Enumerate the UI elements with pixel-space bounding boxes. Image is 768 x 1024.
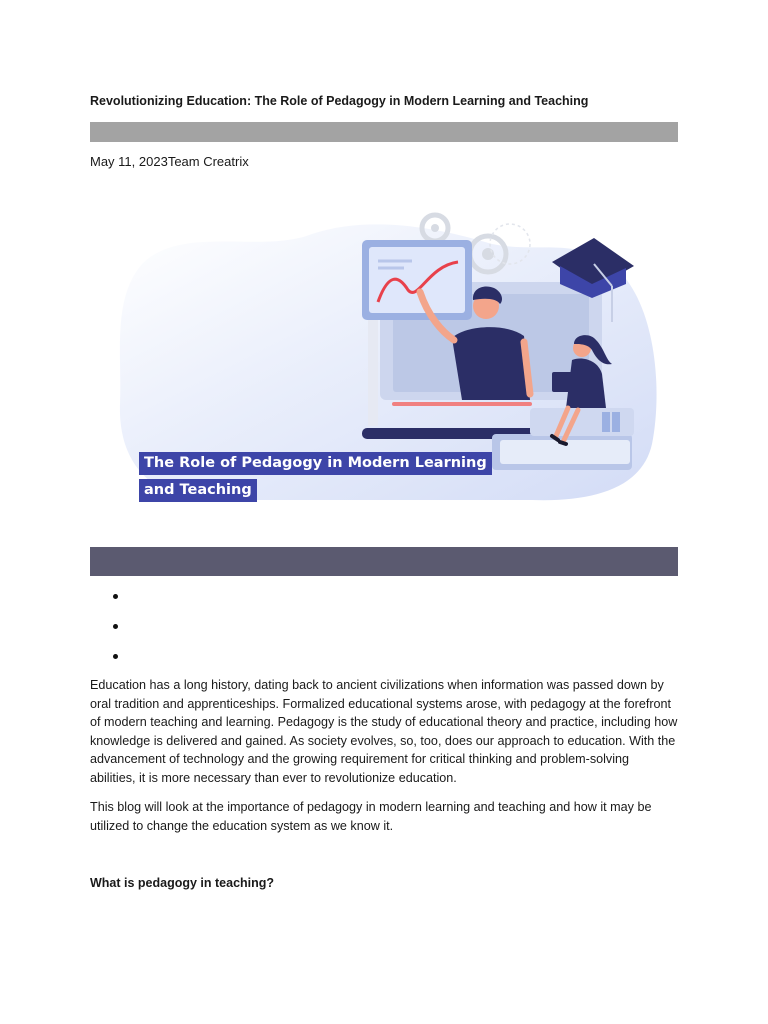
article-author: Team Creatrix: [167, 154, 249, 169]
blog-scope-paragraph: This blog will look at the importance of pedagogy in modern learning and teaching and how it may be utilized to change the education system as we know it.: [90, 800, 652, 833]
dark-divider-bar: [90, 547, 678, 576]
hero-caption-line1: The Role of Pedagogy in Modern Learning: [139, 452, 492, 475]
section-heading: What is pedagogy in teaching?: [90, 876, 275, 890]
presentation-board-icon: [362, 240, 472, 320]
intro-paragraph: Education has a long history, dating back to ancient civilizations when information was passed down by oral tradition and apprenticeships. Formalized educational systems arose, with pedagogy at the forefront of modern teaching and learning. Pedagogy is the study of educational theory and practice, including how knowledge is delivered and gained. As society evolves, so, too, does our approach to education. With the advancement of technology and the growing requirement for critical thinking and problem-solving abilities, it is more necessary than ever to revolutionize education.: [90, 678, 678, 785]
article-date: May 11, 2023: [90, 154, 168, 169]
hero-caption-line2: and Teaching: [139, 479, 257, 502]
article-title: Revolutionizing Education: The Role of Pedagogy in Modern Learning and Teaching: [90, 94, 589, 108]
gray-divider-bar: [90, 122, 678, 142]
article-meta: [90, 154, 249, 169]
hero-illustration: [112, 204, 660, 504]
